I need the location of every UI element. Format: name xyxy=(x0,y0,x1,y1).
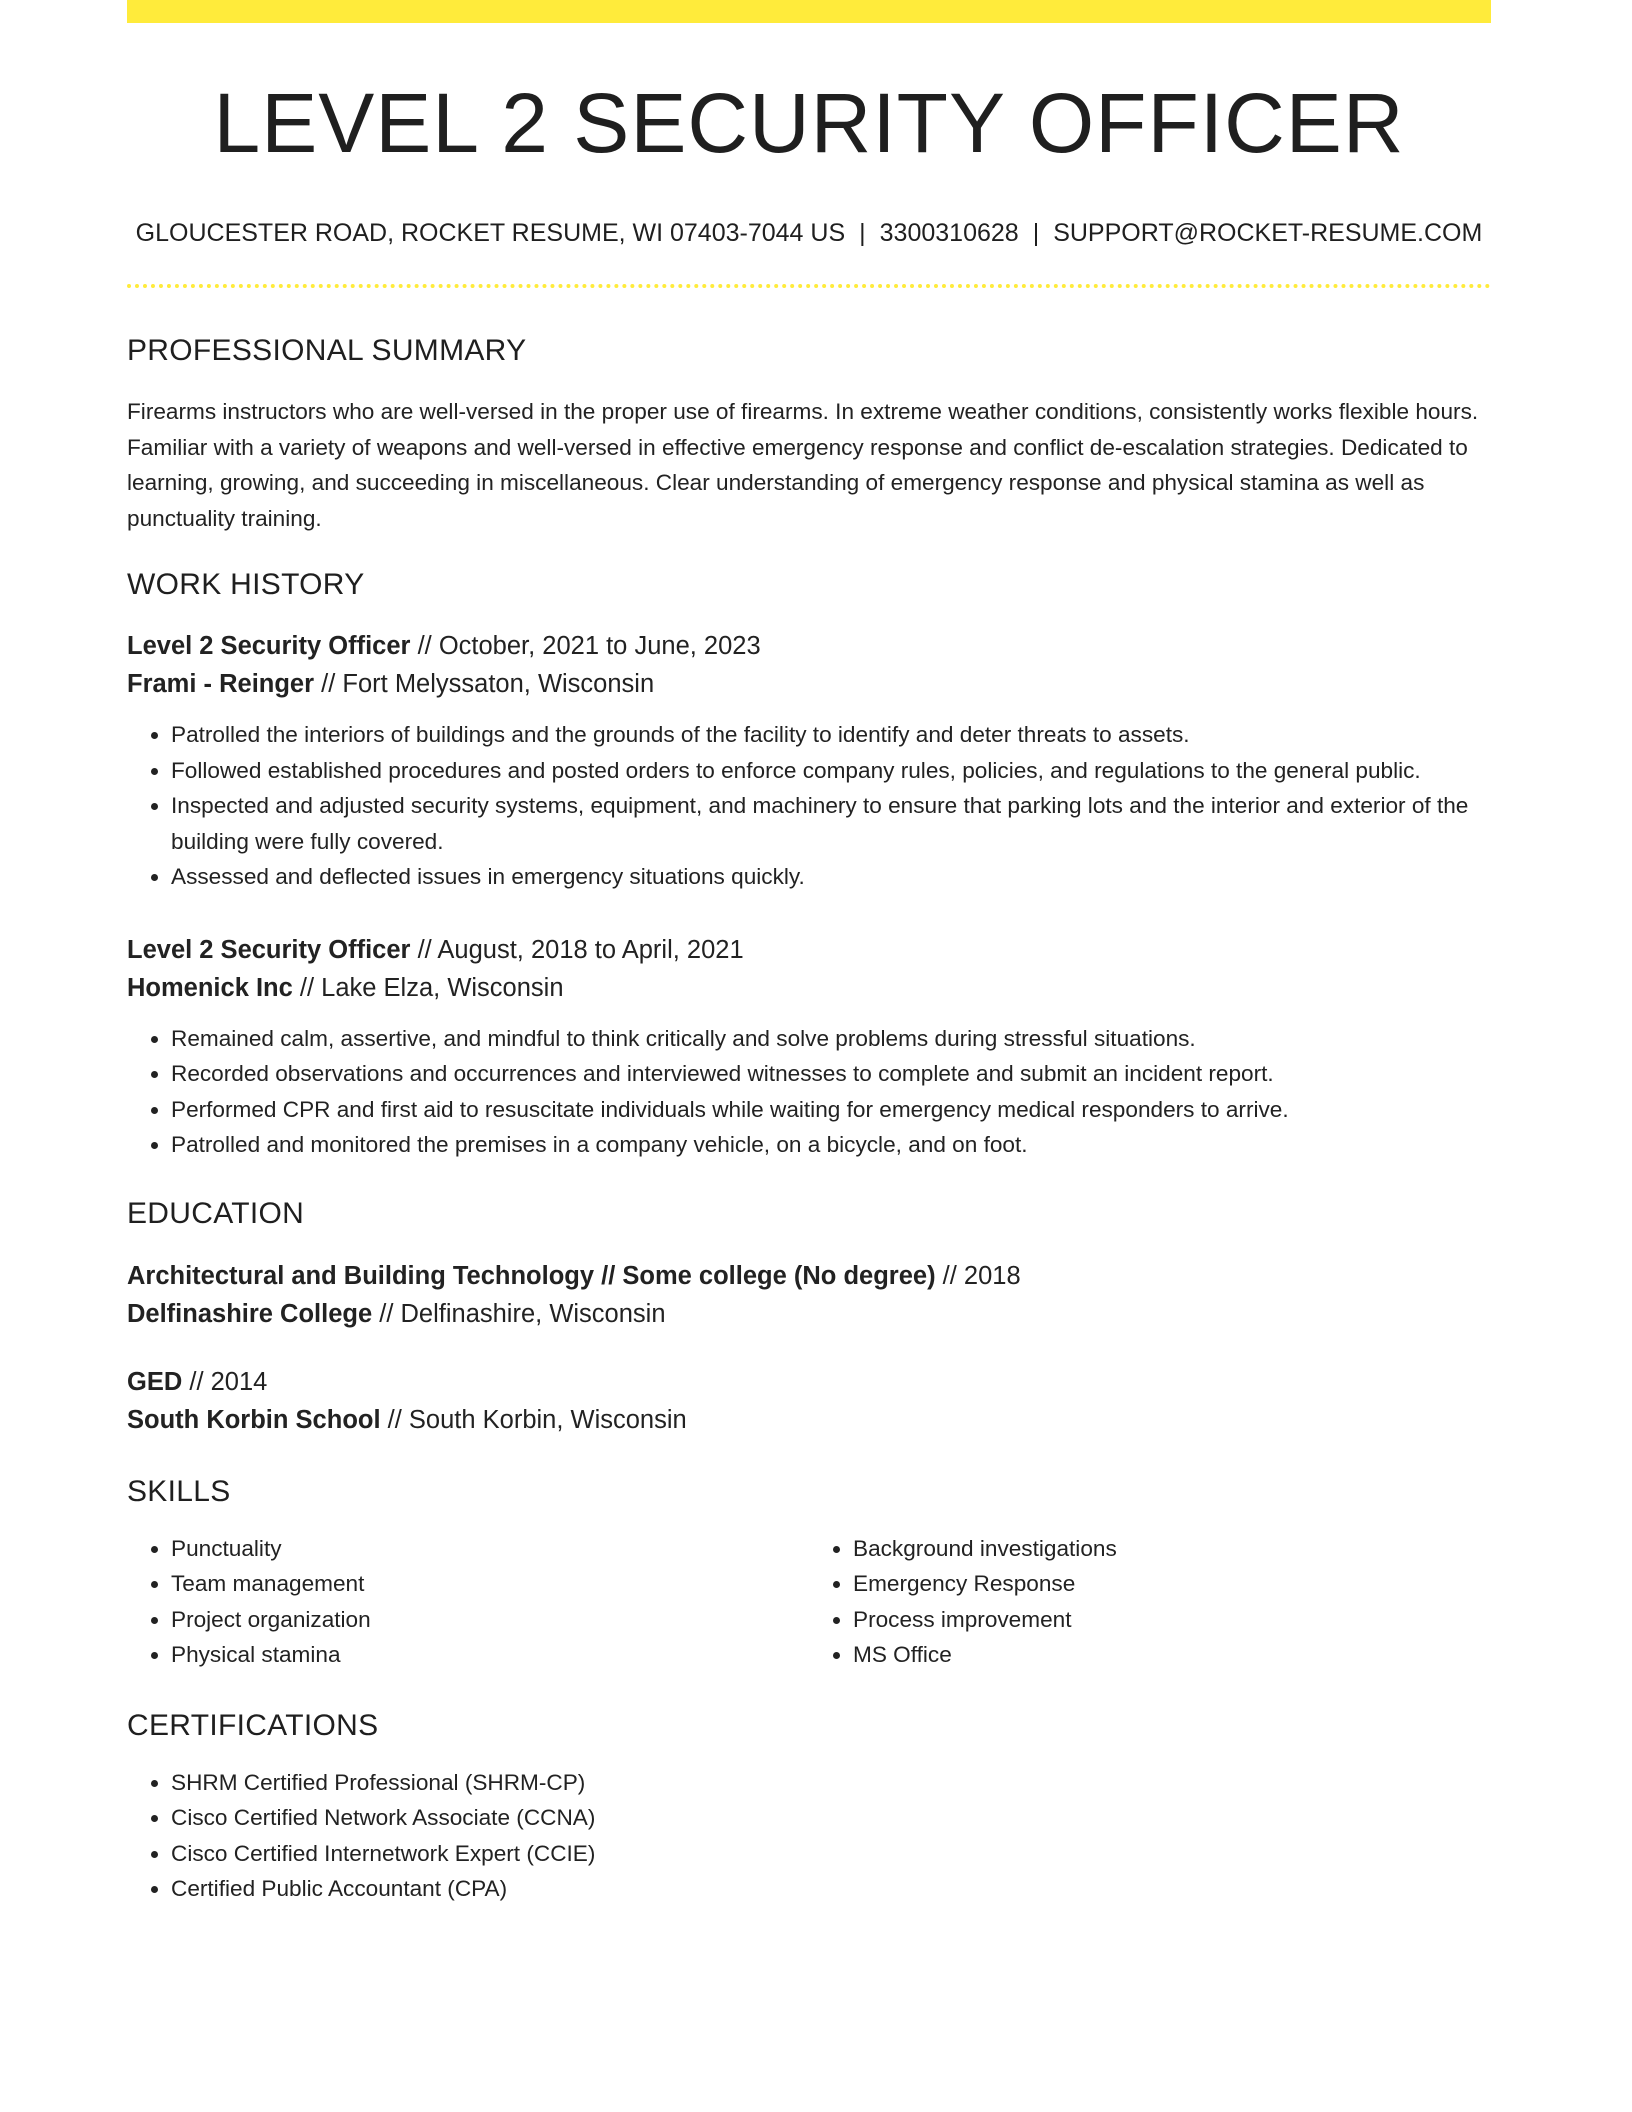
education-school-line xyxy=(127,1295,1491,1333)
list-item: • Cisco Certified Network Associate (CCNA) xyxy=(171,1800,1491,1836)
certifications-heading: CERTIFICATIONS xyxy=(127,1708,379,1742)
certifications-list xyxy=(127,1765,1491,1907)
list-item: • Inspected and adjusted security systems, equipment, and machinery to ensure that parking lots and the interior and exterior of the building were fully covered. xyxy=(171,788,1491,859)
job-title: Level 2 Security Officer xyxy=(127,632,411,660)
list-item: • SHRM Certified Professional (SHRM-CP) xyxy=(171,1765,1491,1801)
top-accent-bar xyxy=(127,0,1491,23)
job-company-line xyxy=(127,665,1491,703)
job-title: Level 2 Security Officer xyxy=(127,935,411,964)
education-location: // Delfinashire, Wisconsin xyxy=(379,1299,666,1328)
list-item: • Cisco Certified Internetwork Expert (CCIE) xyxy=(171,1836,1491,1872)
education-entry xyxy=(127,1363,1491,1439)
list-item: • Background investigations xyxy=(853,1531,1491,1567)
contact-separator: | xyxy=(859,219,866,247)
summary-heading: PROFESSIONAL SUMMARY xyxy=(127,334,527,367)
list-item: • Physical stamina xyxy=(171,1637,809,1673)
job-dates: // August, 2018 to April, 2021 xyxy=(417,935,744,964)
list-item: • Emergency Response xyxy=(853,1566,1491,1602)
job-entry xyxy=(127,931,1491,1163)
job-bullets xyxy=(127,1021,1491,1163)
education-location: // South Korbin, Wisconsin xyxy=(387,1405,687,1434)
education-school: South Korbin School xyxy=(127,1405,381,1434)
education-heading: EDUCATION xyxy=(127,1196,305,1230)
job-company-line xyxy=(127,969,1491,1007)
list-item: • Performed CPR and first aid to resuscitate individuals while waiting for emergency medical responders to arrive. xyxy=(171,1092,1491,1128)
education-entry xyxy=(127,1257,1491,1333)
education-school: Delfinashire College xyxy=(127,1299,373,1328)
list-item: • Recorded observations and occurrences and interviewed witnesses to complete and submit an incident report. xyxy=(171,1056,1491,1092)
contact-phone: 3300310628 xyxy=(879,219,1019,247)
education-year: // 2018 xyxy=(942,1261,1021,1290)
job-company: Homenick Inc xyxy=(127,973,293,1002)
job-title-line xyxy=(127,627,1491,665)
education-school-line xyxy=(127,1401,1491,1439)
resume-name: LEVEL 2 SECURITY OFFICER xyxy=(213,76,1405,170)
dotted-divider xyxy=(127,284,1491,288)
education-degree-line xyxy=(127,1257,1491,1295)
skills-heading: SKILLS xyxy=(127,1474,231,1508)
job-entry xyxy=(127,627,1491,895)
education-year: // 2014 xyxy=(189,1367,268,1396)
contact-separator: | xyxy=(1032,219,1040,247)
list-item: • Team management xyxy=(171,1566,809,1602)
list-item: • Punctuality xyxy=(171,1531,809,1567)
job-location: // Fort Melyssaton, Wisconsin xyxy=(321,670,655,698)
job-location: // Lake Elza, Wisconsin xyxy=(299,973,564,1002)
education-degree: GED xyxy=(127,1367,183,1396)
list-item: • Remained calm, assertive, and mindful to think critically and solve problems during stressful situations. xyxy=(171,1021,1491,1057)
education-degree-line xyxy=(127,1363,1491,1401)
list-item: • Assessed and deflected issues in emergency situations quickly. xyxy=(171,859,1491,895)
list-item: • Patrolled and monitored the premises in a company vehicle, on a bicycle, and on foot. xyxy=(171,1127,1491,1163)
list-item: • Followed established procedures and posted orders to enforce company rules, policies, and regulations to the general public. xyxy=(171,753,1491,789)
skills-grid xyxy=(127,1531,1491,1673)
skills-list-right xyxy=(809,1531,1491,1673)
list-item: • Project organization xyxy=(171,1602,809,1638)
list-item: • Certified Public Accountant (CPA) xyxy=(171,1871,1491,1907)
resume-page xyxy=(127,0,1491,1907)
contact-line xyxy=(127,221,1491,246)
contact-email: SUPPORT@ROCKET-RESUME.COM xyxy=(1053,219,1483,247)
summary-text: Firearms instructors who are well-versed in the proper use of firearms. In extreme weather conditions, consistently works flexible hours. Familiar with a variety of weapons and well-versed in effective emergency response and conflict de-escalation strategies. Dedicated to learning, growing, and succeeding in miscellaneous. Clear understanding of emergency response and physical stamina as well as punctuality training. xyxy=(127,399,1479,531)
job-bullets xyxy=(127,717,1491,895)
education-degree: Architectural and Building Technology // Some college (No degree) xyxy=(127,1261,936,1290)
skills-list-left xyxy=(127,1531,809,1673)
list-item: • Process improvement xyxy=(853,1602,1491,1638)
job-dates: // October, 2021 to June, 2023 xyxy=(417,632,761,660)
job-title-line xyxy=(127,931,1491,969)
list-item: • Patrolled the interiors of buildings and the grounds of the facility to identify and deter threats to assets. xyxy=(171,717,1491,753)
list-item: • MS Office xyxy=(853,1637,1491,1673)
contact-address: GLOUCESTER ROAD, ROCKET RESUME, WI 07403-7044 US xyxy=(135,219,846,247)
work-history-heading: WORK HISTORY xyxy=(127,568,365,601)
job-company: Frami - Reinger xyxy=(127,670,315,698)
